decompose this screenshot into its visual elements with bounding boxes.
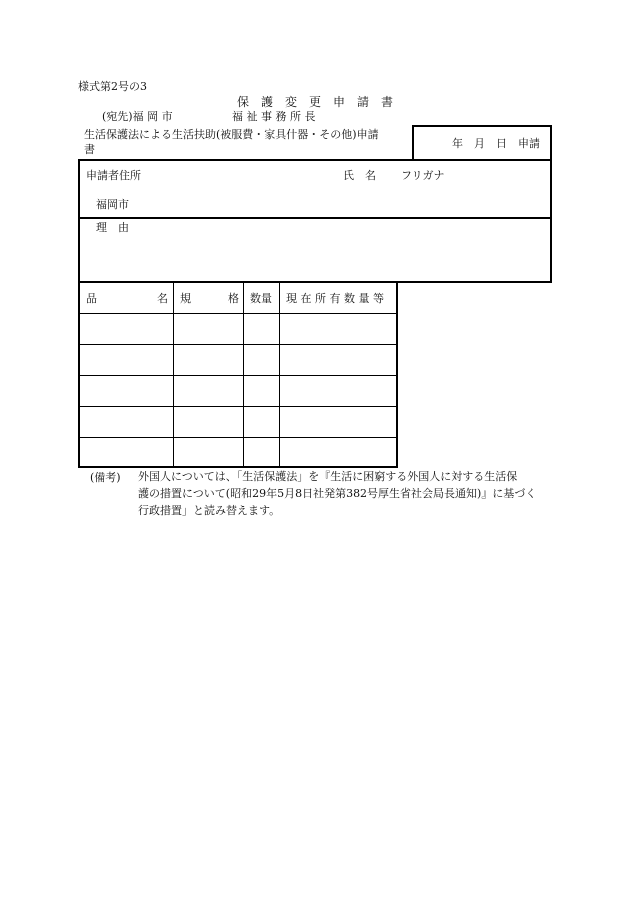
name-label: 氏 名 — [343, 169, 376, 182]
applicant-box — [78, 159, 552, 219]
row-divider — [79, 344, 397, 345]
reason-label: 理 由 — [96, 221, 129, 234]
row-divider — [79, 437, 397, 438]
row-divider — [79, 313, 397, 314]
date-field[interactable]: 年 月 日 申請 — [452, 137, 540, 150]
header-spec-2: 格 — [228, 292, 239, 305]
header-holdings: 現 在 所 有 数 量 等 — [286, 292, 384, 305]
addressee-prefix: (宛先)福 岡 市 — [102, 110, 173, 123]
remarks-label: (備考) — [90, 471, 121, 484]
addressee-office: 福 祉 事 務 所 長 — [232, 110, 316, 123]
remarks-text — [138, 468, 558, 519]
city-label: 福岡市 — [96, 198, 129, 211]
header-spec-1: 規 — [180, 292, 191, 305]
remarks-line3: 行政措置」と読み替えます。 — [138, 504, 281, 517]
header-item-1: 品 — [86, 292, 97, 305]
remarks-line2: 護の措置について(昭和29年5月8日社発第382号厚生省社会局長通知)』に基づく — [138, 487, 537, 500]
furigana-label: フリガナ — [401, 169, 445, 182]
row-divider — [79, 406, 397, 407]
remarks-line1: 外国人については、「生活保護法」を『生活に困窮する外国人に対する生活保 — [138, 470, 518, 483]
purpose-line2: 書 — [84, 143, 95, 156]
purpose-line1: 生活保護法による生活扶助(被服費・家具什器・その他)申請 — [84, 128, 379, 141]
header-qty: 数量 — [250, 292, 272, 305]
header-item-2: 名 — [157, 292, 168, 305]
row-divider — [79, 375, 397, 376]
reason-box — [78, 217, 552, 283]
form-title: 保 護 変 更 申 請 書 — [237, 95, 394, 109]
form-number: 様式第2号の3 — [78, 80, 147, 93]
address-label: 申請者住所 — [86, 169, 141, 182]
